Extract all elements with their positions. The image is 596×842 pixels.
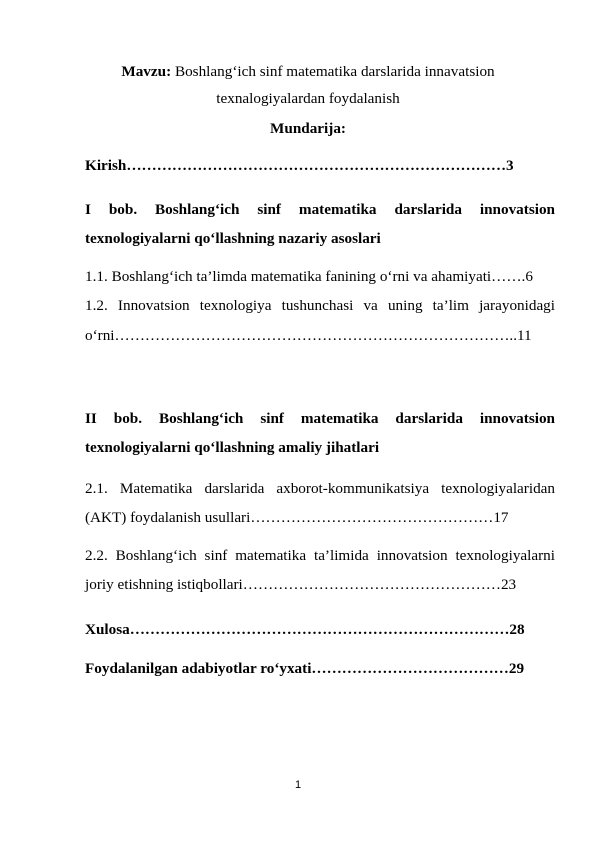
toc-section-1-2-line2: o‘rni……………………………………………………………………..11 [85,327,532,344]
topic-label: Mavzu: [121,63,172,80]
toc-conclusion: Xulosa…………………………………………………………………28 [85,621,525,638]
toc-references: Foydalanilgan adabiyotlar ro‘yxati…………………………………29 [85,660,525,677]
contents-title: Mundarija: [270,120,346,137]
toc-section-2-1-line2: (AKT) foydalanish usullari…………………………………………17 [85,509,509,526]
toc-intro: Kirish…………………………………………………………………3 [85,157,514,174]
toc-chapter2-line1: II bob. Boshlang‘ich sinf matematika darslarida innovatsion [85,410,555,427]
topic-text-1: Boshlang‘ich sinf matematika darslarida innavatsion [171,63,495,80]
page-number: 1 [294,779,302,791]
toc-chapter2-line2: texnologiyalarni qo‘llashning amaliy jihatlari [85,439,380,456]
toc-chapter1-line2: texnologiyalarni qo‘llashning nazariy asoslari [85,230,381,247]
toc-section-2-1-line1: 2.1. Matematika darslarida axborot-kommunikatsiya texnologiyalaridan [85,480,555,497]
toc-section-2-2-line1: 2.2. Boshlang‘ich sinf matematika ta’limida innovatsion texnologiyalarni [85,547,555,564]
topic-line-2: texnalogiyalardan foydalanish [216,90,400,107]
topic-line-1 [60,62,556,82]
toc-section-1-1: 1.1. Boshlang‘ich ta’limda matematika fanining o‘rni va ahamiyati…….6 [85,268,533,285]
toc-section-1-2-line1: 1.2. Innovatsion texnologiya tushunchasi va uning ta’lim jarayonidagi [85,297,555,314]
toc-chapter1-line1: I bob. Boshlang‘ich sinf matematika darslarida innovatsion [85,201,555,218]
toc-section-2-2-line2: joriy etishning istiqbollari……………………………………………23 [85,576,517,593]
